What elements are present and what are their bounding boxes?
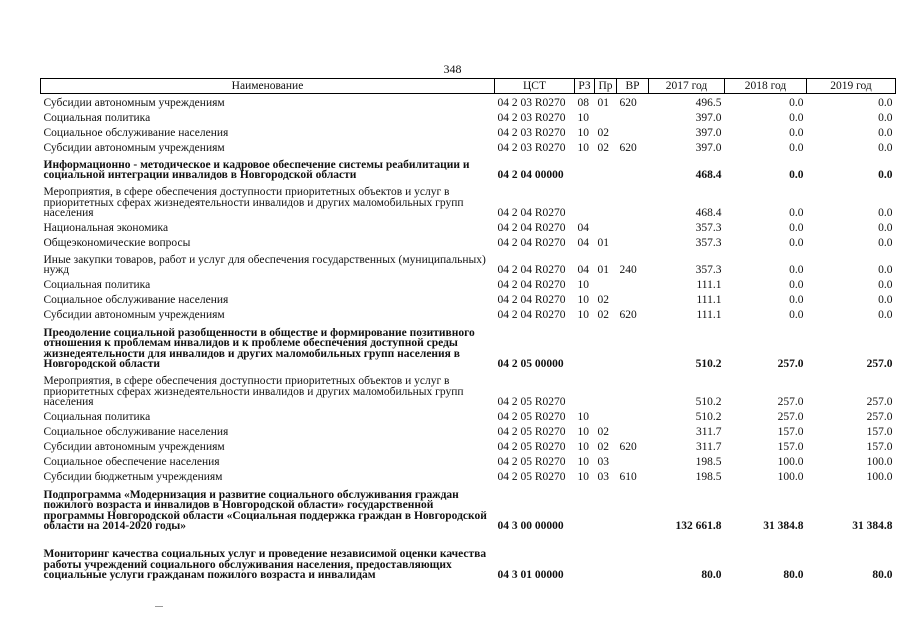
row-name-cell: Социальная политика xyxy=(43,279,151,292)
row-pr-cell: 01 xyxy=(597,264,609,277)
row-vr-cell xyxy=(617,321,649,370)
column-header-2018: 2018 год xyxy=(725,79,807,94)
row-vr-cell xyxy=(617,181,649,219)
table-header-row xyxy=(41,79,896,94)
row-2017-cell: 468.4 xyxy=(695,169,722,182)
row-code-cell: 04 3 01 00000 xyxy=(497,569,564,582)
row-2017-cell: 111.1 xyxy=(696,309,722,322)
row-2018-cell: 0.0 xyxy=(789,237,804,250)
row-code-cell: 04 2 04 R0270 xyxy=(497,264,566,277)
row-rz-cell: 10 xyxy=(577,441,589,454)
row-2017-cell: 357.3 xyxy=(695,264,722,277)
table-row xyxy=(41,532,896,581)
row-2019-cell: 0.0 xyxy=(878,264,893,277)
row-2019-cell: 157.0 xyxy=(866,426,893,439)
row-2017-cell: 496.5 xyxy=(695,97,722,110)
row-name-cell: Социальное обслуживание населения xyxy=(43,127,229,140)
table-row xyxy=(41,234,896,249)
row-2017-cell: 397.0 xyxy=(695,112,722,125)
row-2017-cell: 510.2 xyxy=(695,396,722,409)
row-name-cell: Субсидии автономным учреждениям xyxy=(43,441,225,454)
row-2019-cell: 100.0 xyxy=(866,471,893,484)
row-rz-cell: 10 xyxy=(577,411,589,424)
row-vr-cell xyxy=(617,219,649,234)
column-header-2017: 2017 год xyxy=(649,79,725,94)
row-pr-cell xyxy=(595,370,617,408)
row-pr-cell xyxy=(595,219,617,234)
row-2019-cell: 157.0 xyxy=(866,441,893,454)
row-rz-cell: 10 xyxy=(577,456,589,469)
row-2019-cell: 100.0 xyxy=(866,456,893,469)
row-name-cell: Подпрограмма «Модернизация и развитие социального обслуживания граждан пожилого возраста и инвалидов в Новгородской области» государственной программы Новгородской области «Социальная поддержка граждан в Новгородской области на 2014-2020 годы» xyxy=(43,488,487,533)
table-row xyxy=(41,124,896,139)
table-row xyxy=(41,453,896,468)
row-code-cell: 04 2 03 R0270 xyxy=(497,112,566,125)
row-pr-cell: 02 xyxy=(597,294,609,307)
row-rz-cell xyxy=(575,370,595,408)
row-pr-cell xyxy=(595,532,617,581)
row-name-cell: Преодоление социальной разобщенности в обществе и формирование позитивного отношения к проблемам инвалидов и к проблеме обеспечения доступной среды жизнедеятельности для инвалидов и других маломобильных групп населения в Новгородской области xyxy=(43,326,475,371)
row-2017-cell: 510.2 xyxy=(695,358,722,371)
row-name-cell: Субсидии автономным учреждениям xyxy=(43,309,225,322)
row-2018-cell: 0.0 xyxy=(789,294,804,307)
table-row xyxy=(41,219,896,234)
row-vr-cell xyxy=(617,408,649,423)
row-rz-cell xyxy=(575,154,595,181)
row-2018-cell: 257.0 xyxy=(777,411,804,424)
row-2018-cell: 0.0 xyxy=(789,279,804,292)
row-2017-cell: 198.5 xyxy=(695,456,722,469)
row-2019-cell: 0.0 xyxy=(878,222,893,235)
row-name-cell: Социальное обслуживание населения xyxy=(43,426,229,439)
row-pr-cell xyxy=(595,154,617,181)
row-2018-cell: 100.0 xyxy=(777,456,804,469)
table-row xyxy=(41,276,896,291)
table-row xyxy=(41,423,896,438)
table-row xyxy=(41,109,896,124)
column-header-pr: Пр xyxy=(595,79,617,94)
footer-divider xyxy=(155,606,163,607)
row-2018-cell: 0.0 xyxy=(789,97,804,110)
row-2017-cell: 198.5 xyxy=(695,471,722,484)
row-pr-cell: 02 xyxy=(597,127,609,140)
row-code-cell: 04 2 04 00000 xyxy=(497,169,564,182)
row-code-cell: 04 2 03 R0270 xyxy=(497,127,566,140)
row-name-cell: Иные закупки товаров, работ и услуг для обеспечения государственных (муниципальных) нужд xyxy=(43,253,486,277)
row-vr-cell xyxy=(617,109,649,124)
column-header-name: Наименование xyxy=(41,79,495,94)
row-rz-cell: 10 xyxy=(577,142,589,155)
row-pr-cell xyxy=(595,109,617,124)
row-name-cell: Социальная политика xyxy=(43,411,151,424)
page-number: 348 xyxy=(443,62,462,76)
row-2018-cell: 0.0 xyxy=(789,169,804,182)
row-vr-cell xyxy=(617,234,649,249)
row-vr-cell xyxy=(617,276,649,291)
row-2019-cell: 0.0 xyxy=(878,97,893,110)
row-2017-cell: 357.3 xyxy=(695,222,722,235)
column-header-code: ЦСТ xyxy=(495,79,575,94)
table-row xyxy=(41,291,896,306)
row-vr-cell: 620 xyxy=(619,441,637,454)
row-name-cell: Социальная политика xyxy=(43,112,151,125)
row-2017-cell: 311.7 xyxy=(696,441,722,454)
row-vr-cell xyxy=(617,370,649,408)
row-rz-cell: 10 xyxy=(577,127,589,140)
row-rz-cell: 10 xyxy=(577,471,589,484)
table-row xyxy=(41,94,896,110)
row-code-cell: 04 2 05 R0270 xyxy=(497,441,566,454)
row-rz-cell xyxy=(575,321,595,370)
row-2017-cell: 468.4 xyxy=(695,207,722,220)
row-2018-cell: 0.0 xyxy=(789,222,804,235)
row-rz-cell: 10 xyxy=(577,112,589,125)
table-row xyxy=(41,306,896,321)
row-2017-cell: 111.1 xyxy=(696,294,722,307)
row-pr-cell: 01 xyxy=(597,97,609,110)
column-header-vr: ВР xyxy=(617,79,649,94)
table-body xyxy=(41,94,896,582)
row-2019-cell: 80.0 xyxy=(872,569,893,582)
table-row xyxy=(41,181,896,219)
row-2019-cell: 0.0 xyxy=(878,207,893,220)
row-vr-cell xyxy=(617,124,649,139)
row-name-cell: Субсидии автономным учреждениям xyxy=(43,142,225,155)
row-2018-cell: 0.0 xyxy=(789,309,804,322)
row-2019-cell: 0.0 xyxy=(878,294,893,307)
row-2019-cell: 0.0 xyxy=(878,309,893,322)
row-code-cell: 04 2 04 R0270 xyxy=(497,294,566,307)
row-code-cell: 04 2 04 R0270 xyxy=(497,309,566,322)
row-2019-cell: 257.0 xyxy=(866,396,893,409)
row-2018-cell: 0.0 xyxy=(789,264,804,277)
row-2018-cell: 0.0 xyxy=(789,112,804,125)
row-2019-cell: 0.0 xyxy=(878,237,893,250)
row-2017-cell: 397.0 xyxy=(695,127,722,140)
table-row xyxy=(41,321,896,370)
row-rz-cell: 04 xyxy=(577,264,589,277)
row-rz-cell: 10 xyxy=(577,426,589,439)
row-code-cell: 04 2 05 R0270 xyxy=(497,411,566,424)
row-vr-cell: 620 xyxy=(619,142,637,155)
row-pr-cell: 03 xyxy=(597,471,609,484)
row-pr-cell: 02 xyxy=(597,142,609,155)
row-2017-cell: 357.3 xyxy=(695,237,722,250)
row-2017-cell: 80.0 xyxy=(701,569,722,582)
row-pr-cell: 02 xyxy=(597,426,609,439)
row-code-cell: 04 2 04 R0270 xyxy=(497,222,566,235)
row-pr-cell: 02 xyxy=(597,441,609,454)
row-vr-cell: 620 xyxy=(619,97,637,110)
row-pr-cell: 03 xyxy=(597,456,609,469)
row-name-cell: Социальное обеспечение населения xyxy=(43,456,220,469)
row-rz-cell: 10 xyxy=(577,294,589,307)
row-2018-cell: 31 384.8 xyxy=(763,520,804,533)
row-code-cell: 04 2 05 00000 xyxy=(497,358,564,371)
row-2018-cell: 257.0 xyxy=(777,396,804,409)
row-vr-cell: 240 xyxy=(619,264,637,277)
row-2019-cell: 0.0 xyxy=(878,112,893,125)
row-2018-cell: 0.0 xyxy=(789,127,804,140)
row-code-cell: 04 2 04 R0270 xyxy=(497,237,566,250)
row-vr-cell xyxy=(617,154,649,181)
row-2018-cell: 257.0 xyxy=(777,358,804,371)
row-2019-cell: 0.0 xyxy=(878,142,893,155)
row-rz-cell: 04 xyxy=(577,222,589,235)
row-name-cell: Субсидии бюджетным учреждениям xyxy=(43,471,223,484)
row-code-cell: 04 2 03 R0270 xyxy=(497,97,566,110)
row-2017-cell: 311.7 xyxy=(696,426,722,439)
row-2018-cell: 157.0 xyxy=(777,441,804,454)
row-2019-cell: 257.0 xyxy=(866,411,893,424)
row-2019-cell: 0.0 xyxy=(878,169,893,182)
row-pr-cell: 01 xyxy=(597,237,609,250)
row-name-cell: Информационно - методическое и кадровое обеспечение системы реабилитации и социальной интеграции инвалидов в Новгородской области xyxy=(43,158,470,182)
row-2017-cell: 132 661.8 xyxy=(675,520,722,533)
row-pr-cell xyxy=(595,483,617,532)
table-row xyxy=(41,154,896,181)
row-code-cell: 04 2 03 R0270 xyxy=(497,142,566,155)
row-code-cell: 04 2 05 R0270 xyxy=(497,471,566,484)
row-name-cell: Национальная экономика xyxy=(43,222,169,235)
row-2019-cell: 0.0 xyxy=(878,127,893,140)
row-name-cell: Мероприятия, в сфере обеспечения доступности приоритетных объектов и услуг в приоритетных сферах жизнедеятельности инвалидов и других маломобильных групп населения xyxy=(43,186,464,220)
row-2018-cell: 0.0 xyxy=(789,142,804,155)
row-2019-cell: 0.0 xyxy=(878,279,893,292)
row-vr-cell xyxy=(617,532,649,581)
row-name-cell: Мероприятия, в сфере обеспечения доступности приоритетных объектов и услуг в приоритетных сферах жизнедеятельности инвалидов и других маломобильных групп населения xyxy=(43,375,464,409)
row-vr-cell: 620 xyxy=(619,309,637,322)
table-row xyxy=(41,408,896,423)
row-2018-cell: 157.0 xyxy=(777,426,804,439)
row-code-cell: 04 2 05 R0270 xyxy=(497,426,566,439)
row-pr-cell: 02 xyxy=(597,309,609,322)
row-vr-cell xyxy=(617,291,649,306)
row-name-cell: Субсидии автономным учреждениям xyxy=(43,97,225,110)
row-pr-cell xyxy=(595,408,617,423)
row-code-cell: 04 2 04 R0270 xyxy=(497,207,566,220)
row-2018-cell: 80.0 xyxy=(783,569,804,582)
row-vr-cell: 610 xyxy=(619,471,637,484)
column-header-rz: РЗ xyxy=(575,79,595,94)
row-pr-cell xyxy=(595,321,617,370)
row-2019-cell: 257.0 xyxy=(866,358,893,371)
row-rz-cell: 10 xyxy=(577,309,589,322)
row-vr-cell xyxy=(617,453,649,468)
row-rz-cell xyxy=(575,532,595,581)
table-row xyxy=(41,483,896,532)
row-vr-cell xyxy=(617,483,649,532)
row-code-cell: 04 2 05 R0270 xyxy=(497,396,566,409)
row-code-cell: 04 2 05 R0270 xyxy=(497,456,566,469)
row-rz-cell: 04 xyxy=(577,237,589,250)
row-2017-cell: 397.0 xyxy=(695,142,722,155)
row-code-cell: 04 2 04 R0270 xyxy=(497,279,566,292)
table-row xyxy=(41,370,896,408)
row-name-cell: Общеэкономические вопросы xyxy=(43,237,191,250)
table-row xyxy=(41,249,896,276)
row-2019-cell: 31 384.8 xyxy=(852,520,893,533)
column-header-2019: 2019 год xyxy=(807,79,896,94)
row-rz-cell xyxy=(575,181,595,219)
row-vr-cell xyxy=(617,423,649,438)
row-2017-cell: 510.2 xyxy=(695,411,722,424)
row-rz-cell: 10 xyxy=(577,279,589,292)
row-rz-cell: 08 xyxy=(577,97,589,110)
table-row xyxy=(41,139,896,154)
row-pr-cell xyxy=(595,276,617,291)
row-name-cell: Социальное обслуживание населения xyxy=(43,294,229,307)
budget-table xyxy=(40,78,896,581)
row-2018-cell: 100.0 xyxy=(777,471,804,484)
row-2017-cell: 111.1 xyxy=(696,279,722,292)
table-row xyxy=(41,468,896,483)
row-name-cell: Мониторинг качества социальных услуг и проведение независимой оценки качества работы учреждений социального обслуживания населения, предоставляющих социальные услуги гражданам пожилого возраста и инвалидам xyxy=(43,548,487,582)
row-pr-cell xyxy=(595,181,617,219)
row-2018-cell: 0.0 xyxy=(789,207,804,220)
row-rz-cell xyxy=(575,483,595,532)
row-code-cell: 04 3 00 00000 xyxy=(497,520,564,533)
table-row xyxy=(41,438,896,453)
